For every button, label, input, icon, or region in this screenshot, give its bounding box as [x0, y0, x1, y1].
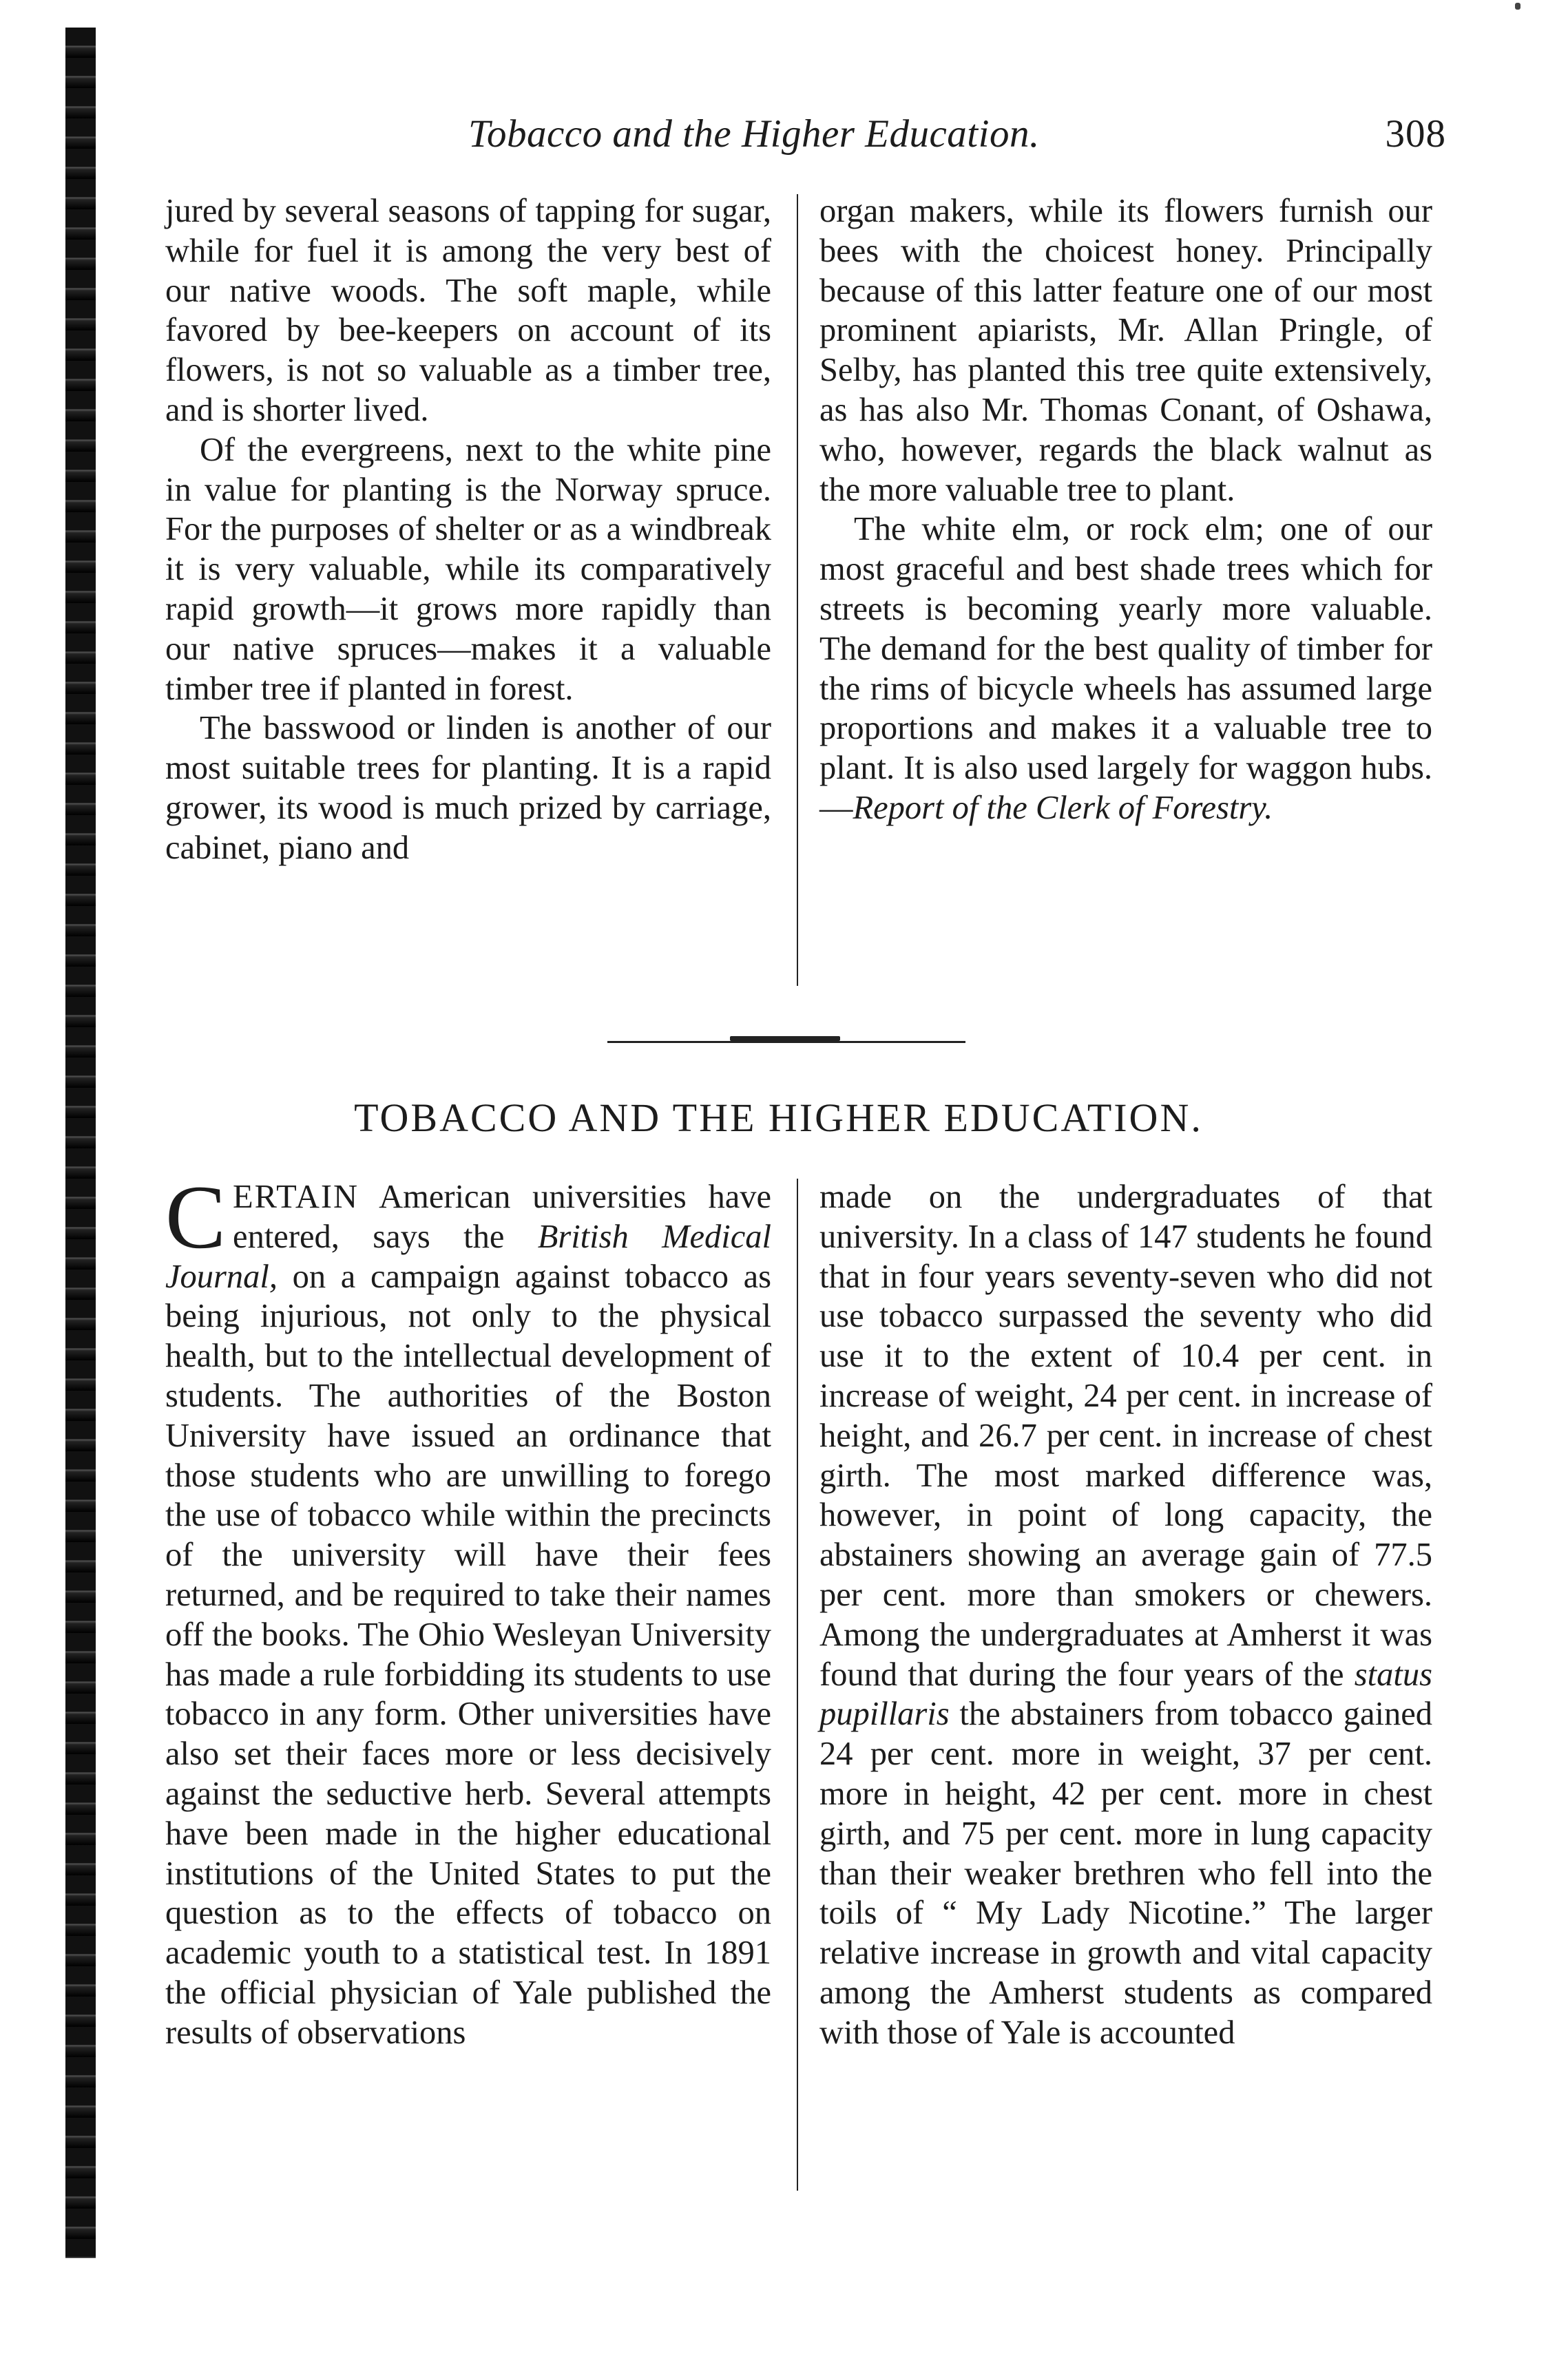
paragraph: The basswood or linden is another of our most suitable trees for planting. It is a rapid grower, its wood is much prized by carriage, cabinet, piano and: [165, 710, 771, 866]
section-divider-ornament: [730, 1036, 840, 1041]
page-binding-edge: [65, 28, 96, 2258]
text-run: made on the undergraduates of that university. In a class of 147 students he found that in four years seventy-seven who did not use tobacco surpassed the seventy who did use it to the extent of 10.4 per cent. in increase of weight, 24 per cent. in increase of height, and 26.7 per cent. in increase of chest girth. The most marked difference was, however, in point of long capacity, the abstainers showing an average gain of 77.5 per cent. more than smokers or chewers. Among the undergraduates at Amherst it was found that during the four years of the: [819, 1179, 1432, 1693]
article-heading: TOBACCO AND THE HIGHER EDUCATION.: [354, 1095, 1203, 1140]
corner-speck: [1515, 3, 1521, 10]
page-number: 308: [1385, 112, 1446, 156]
text-run: the abstainers from tobacco gained 24 per cent. more in weight, 37 per cent. more in height, 42 per cent. more in chest girth, and 75 per cent. more in lung capacity than their weaker brethren who fell into the toils of “ My Lady Nicotine.” The larger relative increase in growth and vital capacity among the Amherst students as compared with those of Yale is accounted: [819, 1696, 1432, 2051]
running-title: Tobacco and the Higher Education.: [468, 112, 1040, 156]
top-left-column: [165, 191, 771, 868]
running-head: [468, 112, 1446, 167]
top-right-column: [819, 191, 1432, 828]
paragraph: jured by several seasons of tapping for sugar, while for fuel it is among the very best of our native woods. The soft maple, while favored by bee-keepers on account of its flowers, is not so valuable as a timber tree, and is shorter lived.: [165, 193, 771, 428]
text-run: on a campaign against tobacco as being injurious, not only to the physical health, but to the intellectual development of students. The authorities of the Boston University have issued an ordinance that those students who are unwilling to forego the use of tobacco while within the precincts of the university will have their fees returned, and be required to take their names off the books. The Ohio Wesleyan University has made a rule forbidding its students to use tobacco in any form. Other universities have also set their faces more or less decisively against the seductive herb. Several attempts have been made in the higher educational institutions of the United States to put the question as to the effects of tobacco on academic youth to a statistical test. In 1891 the official physician of Yale published the results of observations: [165, 1258, 771, 2051]
column-rule-bottom: [797, 1179, 798, 2191]
paragraph: [819, 1177, 1432, 2053]
lead-caps: ERTAIN: [233, 1179, 359, 1215]
article-left-column: [165, 1166, 772, 2053]
citation: Report of the Clerk of Forestry.: [853, 789, 1273, 826]
paragraph: [819, 509, 1432, 828]
text-run: American universities have entered, says the: [233, 1179, 771, 1255]
article-opening: [165, 1166, 772, 2053]
paragraph: organ makers, while its flowers furnish our bees with the choicest honey. Principally because of this latter feature one of our most prominent apiarists, Mr. Allan Pringle, of Selby, has planted this tree quite extensively, as has also Mr. Thomas Conant, of Oshawa, who, however, regards the black walnut as the more valuable tree to plant.: [819, 193, 1432, 508]
latin-phrase: status pupillaris: [819, 1656, 1432, 1733]
section-divider: [607, 1041, 965, 1043]
journal-title: British Medical Journal,: [165, 1218, 772, 1295]
paragraph: Of the evergreens, next to the white pine in value for planting is the Norway spruce. For the purposes of shelter or as a windbreak it is very valuable, while its comparatively rapid growth—it grows more rapidly than our native spruces—makes it a valuable timber tree if planted in forest.: [165, 431, 771, 707]
paragraph-text: The white elm, or rock elm; one of our most graceful and best shade trees which for streets is becoming yearly more valuable. The demand for the best quality of timber for the rims of bicycle wheels has assumed large proportions and makes it a valuable tree to plant. It is also used largely for waggon hubs.—: [819, 511, 1432, 826]
drop-cap: C: [165, 1166, 227, 1267]
article-right-column: [819, 1177, 1432, 2053]
column-rule-top: [797, 194, 798, 986]
